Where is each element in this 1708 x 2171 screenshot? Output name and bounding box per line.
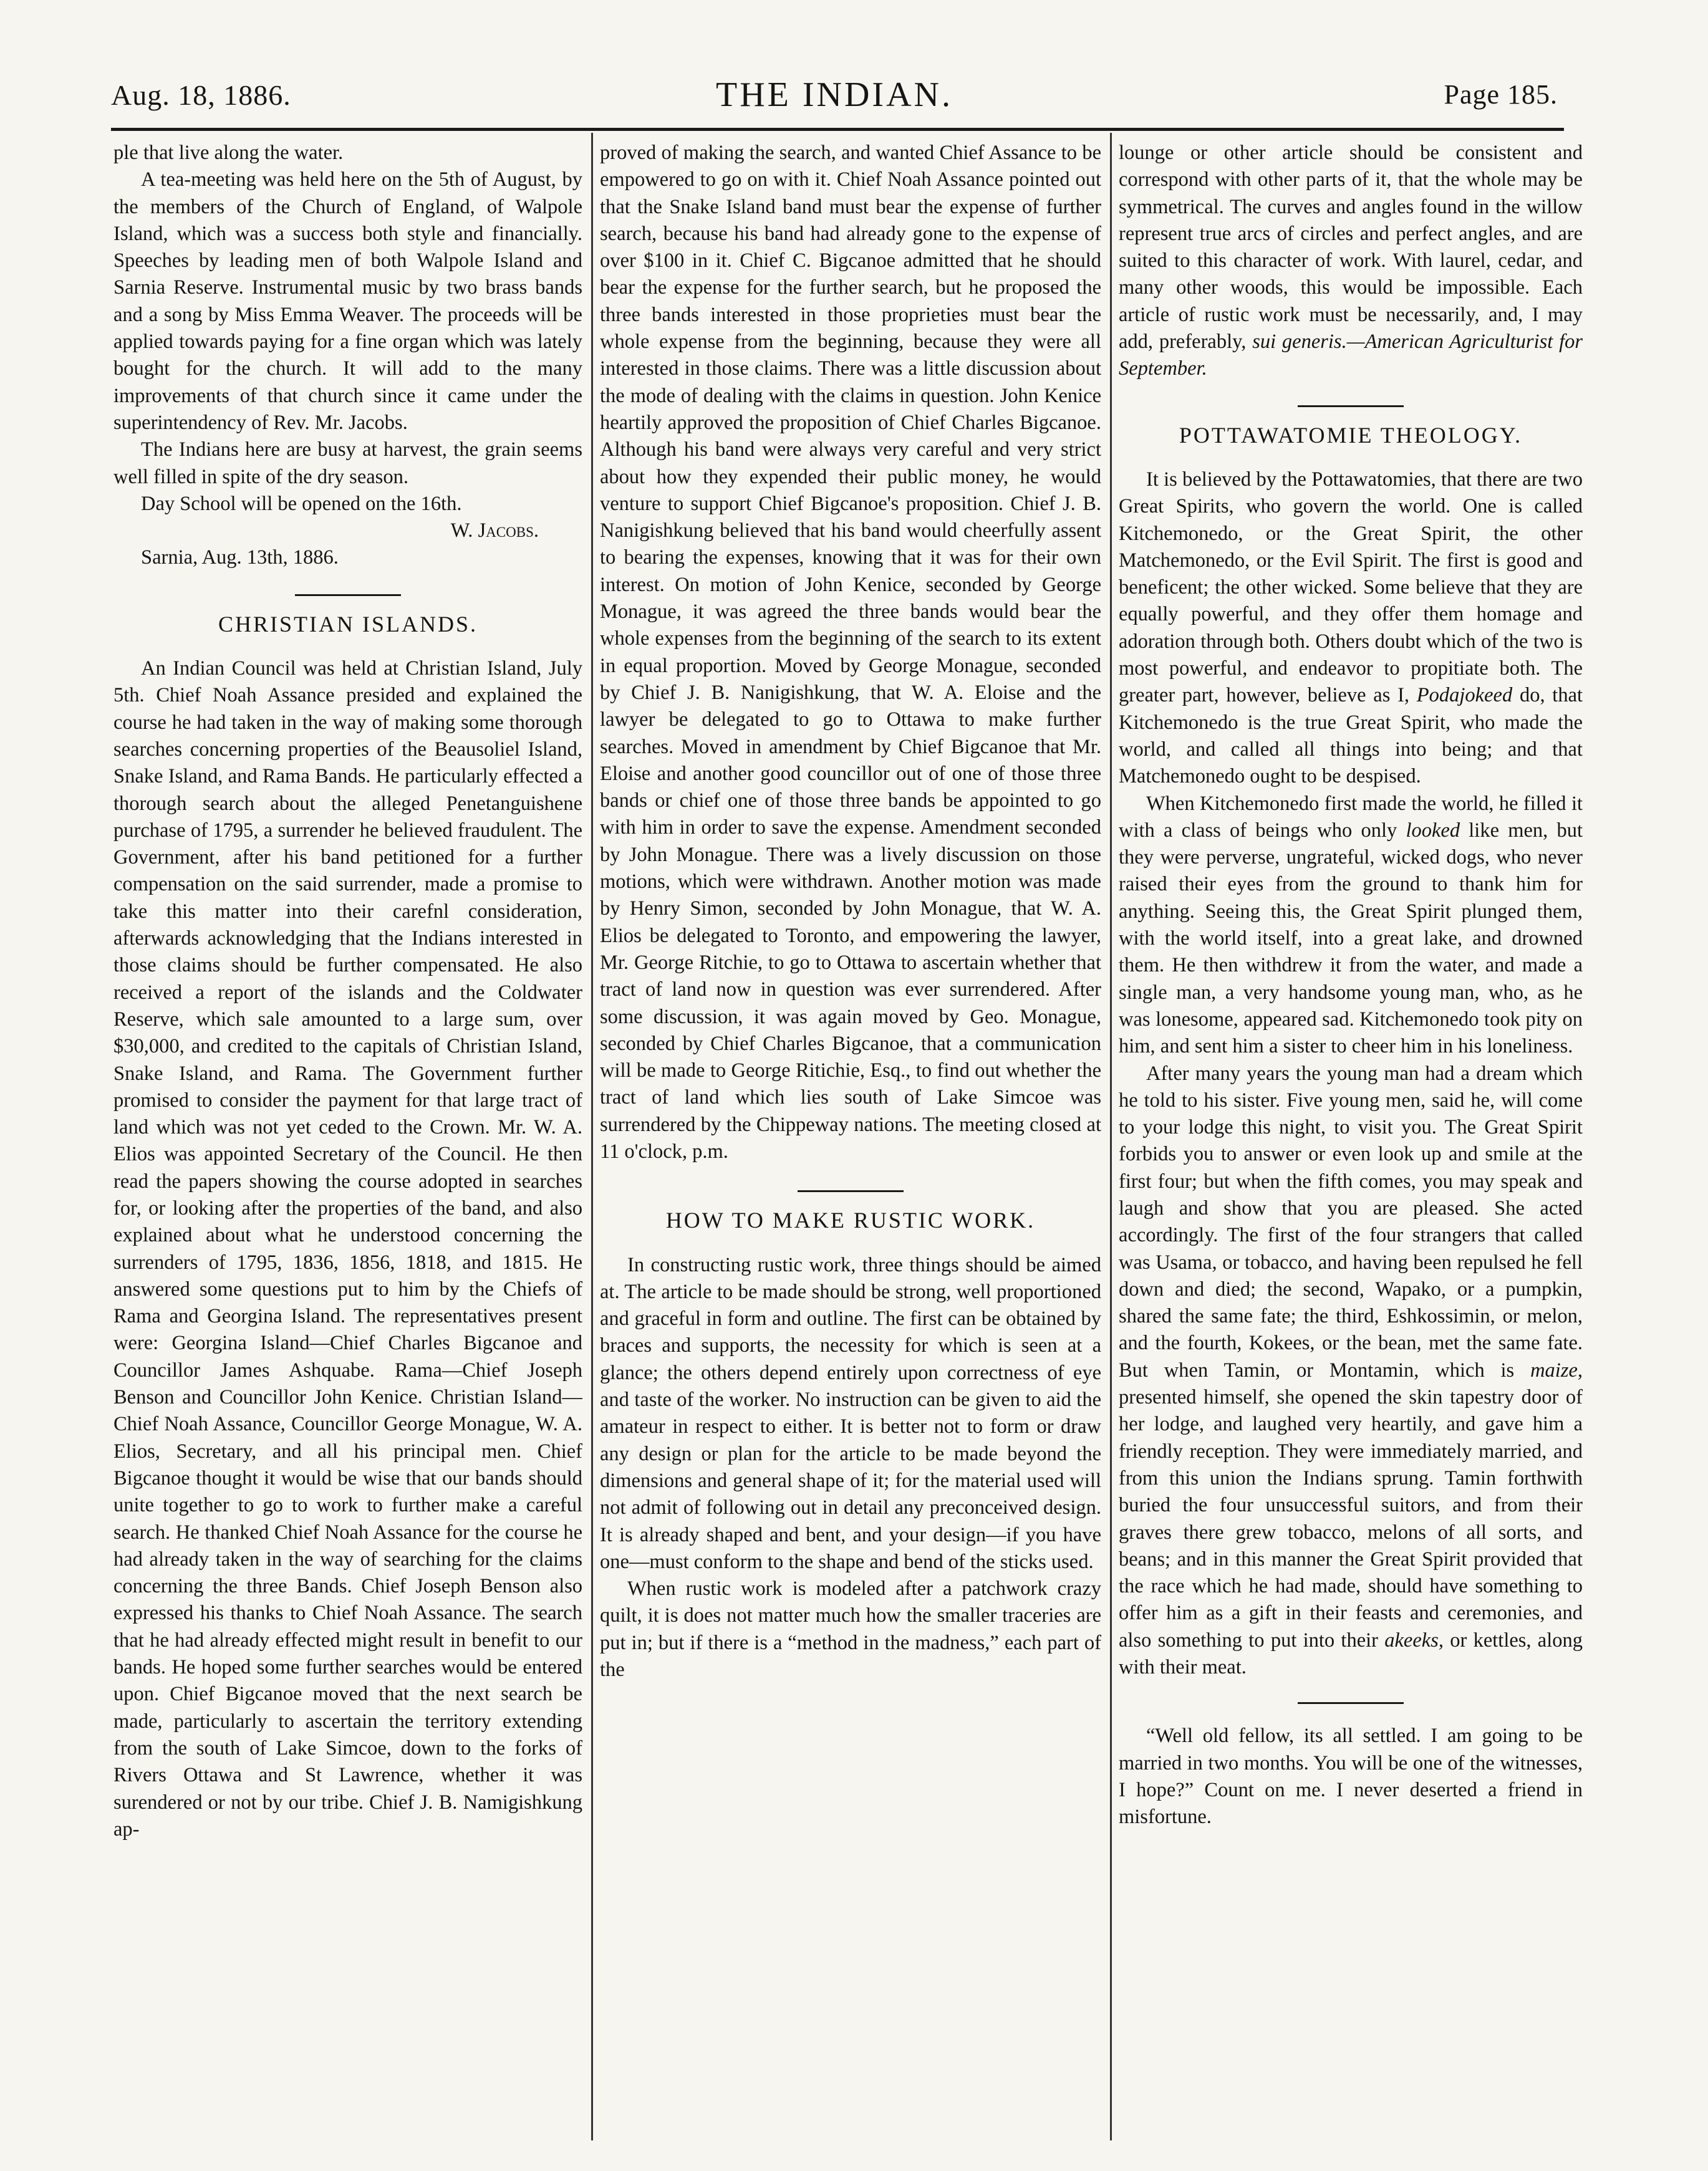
theology-paragraph-3 [1119,1061,1583,1682]
column-rule-2 [1110,133,1112,2140]
harvest-paragraph: The Indians here are busy at harvest, the grain seems well filled in spite of the dry season. [113,438,582,488]
heading-rustic-work: HOW TO MAKE RUSTIC WORK. [600,1190,1101,1234]
rustic-continued-text: lounge or other article should be consistent and correspond with other parts of it, that the whole may be symmetrical. The curves and angles found in the willow represent true arcs of circles and perfect angles, and are suited to this character of work. With laurel, cedar, and many other woods, this would be impossible. Each article of rustic work must be necessarily, and, I may add, preferably, [1119,142,1583,354]
theology-paragraph-1 [1119,466,1583,791]
column-3 [1119,140,1583,2141]
rustic-paragraph-1: In constructing rustic work, three things should be aimed at. The article to be made should be strong, well proportioned and graceful in form and outline. The first can be obtained by braces and supports, the necessity for which is seen at a glance; the others depend entirely upon correctness of eye and taste of the worker. No instruction can be given to aid the amateur in respect to either. It is better not to form or draw any design or plan for the article to be made beyond the dimensions and general shape of it; for the material used will not admit of following out in detail any preconceived design. It is already shaped and bent, and your design—if you have one—must conform to the shape and bend of the sticks used. [600,1253,1101,1573]
rustic-source-citation: sui generis.—American Agriculturist for September. [1119,330,1583,380]
council-continued-paragraph: proved of making the search, and wanted Chief Assance to be empowered to go on with it. Chief Noah Assance pointed out that the Snake Island band must bear the expense of further search, because his band had already gone to the expense of over $100 in it. Chief C. Bigcanoe admitted that he should bear the expense for the further search, but he proposed the three bands interested in those proprieties must bear the whole expense from the beginning, because they were all interested in those claims. There was a little discussion about the mode of dealing with the claims in question. John Kenice heartily approved the proposition of Chief Charles Bigcanoe. Although his band were always very careful and very strict about how they expended their public money, he would venture to support Chief Bigcanoe's proposition. Chief J. B. Nanigishkung believed that his band would cheerfully assent to bearing the expenses, knowing that it was for their own interest. On motion of John Kenice, seconded by George Monague, it was agreed the three bands would bear the whole expenses from the beginning of the search to its extent in equal proportion. Moved by George Monague, seconded by Chief J. B. Nanigishkung, that W. A. Eloise and the lawyer be delegated to go to Ottawa to make further searches. Moved in amendment by Chief Bigcanoe that Mr. Eloise and another good councillor out of one of those three bands or chief one of those three bands be appointed to go with him in order to save the expense. Amendment seconded by John Monague. There was a lively discussion on those motions, which were withdrawn. Another motion was made by Henry Simon, seconded by John Monague, that W. A. Elios be delegated to Toronto, and empowering the lawyer, Mr. George Ritchie, to go to Ottawa to ascertain whether that tract of land now in question was ever surrendered. After some discussion, it was again moved by Geo. Monague, seconded by Chief Charles Bigcanoe, that a communication will be made to George Ritichie, Esq., to find out whether the tract of land which lies south of Lake Simcoe was surrendered by the Chippeway nations. The meeting closed at 11 o'clock, p.m. [600,142,1101,1163]
theology-1-text-b: do, that Kitchemonedo is the true Great Spirit, who made the world, and called all things into being; and that Matchemonedo ought to be despised. [1119,684,1583,788]
masthead-title: THE INDIAN. [716,75,953,114]
continued-paragraph: ple that live along the water. [113,142,344,164]
issue-date: Aug. 18, 1886. [111,79,291,111]
theology-1-text-a: It is believed by the Pottawatomies, that there are two Great Spirits, who govern the world. One is called Kitchemonedo, or the Great Spirit, the other Matchemonedo, or the Evil Spirit. The first is good and beneficent; the other wicked. Some believe that they are equally powerful, and they offer them homage and adoration through both. Others doubt which of the two is most powerful, and endeavor to propitiate both. The greater part, however, believe as I, [1119,468,1583,707]
column-rule-1 [591,133,593,2140]
dateline: Sarnia, Aug. 13th, 1886. [141,546,339,569]
theology-3-text-a: After many years the young man had a dream which he told to his sister. Five young men, said he, will come to your lodge this night, to visit you. The Great Spirit forbids you to answer or even look up and smile at the first four; but when the fifth comes, you may speak and laugh and show that you are pleased. She acted accordingly. The first of the four strangers that called was Usama, or tobacco, and having been repulsed he fell down and died; the second, Wapako, or a pumpkin, shared the same fate; the third, Eshkossimin, or melon, and the fourth, Kokees, or the bean, met the same fate. But when Tamin, or Montamin, which is [1119,1062,1583,1382]
day-school-paragraph: Day School will be opened on the 16th. [141,492,462,515]
heading-pottawatomie-theology: POTTAWATOMIE THEOLOGY. [1119,405,1583,449]
theology-1-italic: Podajokeed [1416,684,1513,707]
signature: W. Jacobs. [450,519,539,542]
council-paragraph: An Indian Council was held at Christian Island, July 5th. Chief Noah Assance presided and explained the course he had taken in the way of making some thorough searches concerning properties of the Beausoliel Island, Snake Island, and Rama Bands. He particularly effected a thorough search about the alleged Penetanguishene purchase of 1795, a surrender he believed fraudulent. The Government, after his band petitioned for a further compensation on the said surrender, made a promise to take this matter into their carefnl consideration, afterwards acknowledging that the Indians interested in those claims should be further compensated. He also received a report of the islands and the Coldwater Reserve, which sale amounted to a large sum, over $30,000, and credited to the capitals of Christian Island, Snake Island, and Rama. The Government further promised to consider the payment for that large tract of land which was not yet ceded to the Crown. Mr. W. A. Elios was appointed Secretary of the Council. He then read the papers showing the course adopted in searches for, or looking after the properties of the band, and also explained about what he understood concerning the surrenders of 1795, 1836, 1856, 1818, and 1815. He answered some questions put to him by the Chiefs of Rama and Georgina Island. The representatives present were: Georgina Island—Chief Charles Bigcanoe and Councillor James Ashquabe. Rama—Chief Joseph Benson and Councillor John Kenice. Christian Island—Chief Noah Assance, Councillor George Monague, W. A. Elios, Secretary, and all his principal men. Chief Bigcanoe thought it would be wise that our bands should unite together to go to work to further make a careful search. He thanked Chief Noah Assance for the course he had already taken in the way of searching for the claims concerning the three Bands. Chief Joseph Benson also expressed his thanks to Chief Noah Assance. The search that he had already effected might result in benefit to our bands. He hoped some further searches would be entered upon. Chief Bigcanoe moved that the next search be made, particularly to ascertain the territory extending from the south of Lake Simcoe, down to the forks of Rivers Ottawa and St Lawrence, whether it was surendered or not by our tribe. Chief J. B. Namigishkung ap- [113,657,582,1841]
joke-paragraph: “Well old fellow, its all settled. I am going to be married in two months. You will be one of the witnesses, I hope?” Count on me. I never deserted a friend in misfortune. [1119,1725,1583,1829]
column-2 [600,140,1101,2141]
header-rule [111,128,1564,131]
theology-3-text-b: presented himself, she opened the skin tapestry door of her lodge, and laughed very heartily, and gave him a friendly reception. They were immediately married, and from this union the Indians sprung. Tamin forthwith buried the four unsuccessful suitors, and from their graves there grew tobacco, melons of all sorts, and beans; and in this manner the Great Spirit provided that the race which he had made, should have something to offer him as a gift in their feasts and ceremonies, and also something to put into their [1119,1386,1583,1652]
rustic-paragraph-2: When rustic work is modeled after a patchwork crazy quilt, it is does not matter much how the smaller traceries are put in; but if there is a “method in the madness,” each part of the [600,1577,1101,1682]
tea-meeting-paragraph: A tea-meeting was held here on the 5th of August, by the members of the Church of England, of Walpole Island, which was a success both style and financially. Speeches by leading men of both Walpole Island and Sarnia Reserve. Instrumental music by two brass bands and a song by Miss Emma Weaver. The proceeds will be applied towards paying for a fine organ which was lately bought for the church. It will add to the many improvements of that church since it came under the superintendency of Rev. Mr. Jacobs. [113,168,582,434]
theology-3-italic-maize: maize, [1530,1359,1583,1382]
theology-2-italic: looked [1406,819,1460,842]
theology-2-text-a: When Kitchemonedo first made the world, he filled it with a class of beings who only [1119,792,1583,842]
page-header [111,75,1558,125]
theology-3-italic-akeeks: akeeks, [1384,1629,1444,1652]
column-1 [113,140,582,2141]
theology-paragraph-2 [1119,791,1583,1061]
theology-3-text-c: or kettles, along with their meat. [1119,1629,1583,1679]
page-number: Page 185. [1444,79,1558,110]
rustic-continued-paragraph [1119,140,1583,383]
theology-2-text-b: like men, but they were perverse, ungrateful, wicked dogs, who never raised their eyes from the ground to thank him for anything. Seeing this, the Great Spirit plunged them, with the world itself, into a great lake, and drowned them. He then withdrew it from the water, and made a single man, a very handsome young man, who, as he was lonesome, appeared sad. Kitchemonedo took pity on him, and sent him a sister to cheer him in his loneliness. [1119,819,1583,1058]
heading-christian-islands: CHRISTIAN ISLANDS. [113,594,582,638]
section-separator [1298,1702,1404,1704]
